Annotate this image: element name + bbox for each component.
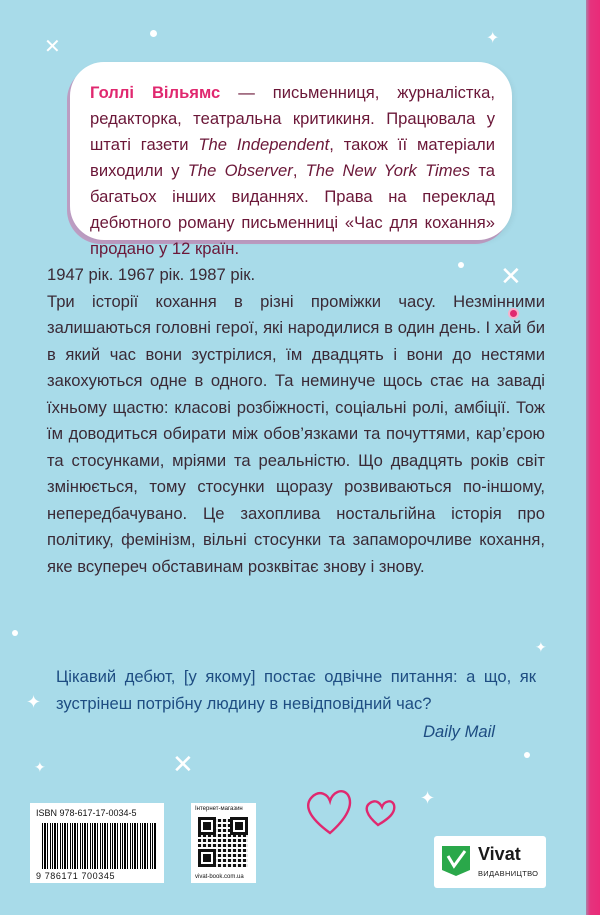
- qr-url: vivat-book.com.ua: [195, 874, 244, 880]
- qr-finder: [230, 817, 248, 835]
- decor-dot: [12, 630, 18, 636]
- sparkle-cross-icon: ✕: [172, 750, 194, 780]
- hearts-doodle-icon: [290, 775, 410, 845]
- isbn-digits: 9 786171 700345: [36, 871, 116, 881]
- decor-dot: [150, 30, 157, 37]
- bio-text-part: — письменниця, журналістка, редакторка, театральна критикиня. Працювала у штаті газети: [90, 83, 495, 154]
- publisher-subtitle: ВИДАВНИЦТВО: [478, 869, 539, 878]
- qr-code-block: [191, 803, 256, 883]
- blurb-years: 1947 рік. 1967 рік. 1987 рік.: [47, 265, 256, 284]
- bio-text-part: та багатьох інших виданнях. Права на переклад дебютного роману письменниці «Час для кохання» продано у 12 країн.: [90, 161, 495, 258]
- book-spine-edge: [586, 0, 600, 915]
- author-bio: [90, 80, 495, 262]
- qr-label: Інтернет-магазин: [195, 806, 243, 812]
- publisher-logo: [434, 836, 546, 888]
- bio-text-part: ,: [292, 161, 306, 180]
- qr-code-icon: [198, 817, 248, 867]
- barcode-bars: [42, 823, 156, 869]
- decor-dot: [524, 752, 530, 758]
- qr-finder: [198, 817, 216, 835]
- newspaper-title: The New York Times: [305, 161, 471, 180]
- book-blurb: [47, 262, 545, 580]
- qr-finder: [198, 849, 216, 867]
- sparkle-star-icon: ✦: [535, 640, 547, 656]
- review-quote: [56, 664, 536, 717]
- newspaper-title: The Independent: [198, 135, 330, 154]
- quote-source: Daily Mail: [423, 722, 495, 741]
- sparkle-star-icon: ✦: [420, 788, 436, 809]
- bio-text-part: , також її матеріали виходили у: [90, 135, 496, 180]
- blurb-paragraph: Три історії кохання в різні проміжки часу. Незмінними залишаються головні герої, які народилися в один день. І хай би в який час вони зустрілися, їм двадцять і вони до нестями закохуються одне в одного. Та неминуче щось стає на заваді їхньому щастю: класові розбіжності, соціальні ролі, амбіції. Тож їм доводиться обирати між обов’язками та почуттями, кар’єрою та стосунками, мріями та реальністю. Що двадцять років світ змінюється, тому стосунки щоразу розвиваються по-іншому, непередбачувано. Це захоплива ностальгійна історія про політику, фемінізм, вільні стосунки та запаморочливе кохання, яке всупереч обставинам розквітає знову і знову.: [47, 291, 545, 576]
- author-name: Голлі Вільямс: [90, 83, 221, 102]
- publisher-name: Vivat: [478, 844, 521, 864]
- sparkle-star-icon: ✦: [26, 692, 42, 713]
- sparkle-star-icon: ✦: [486, 28, 500, 47]
- isbn-label: ISBN 978-617-17-0034-5: [36, 808, 137, 818]
- sparkle-cross-icon: ✕: [500, 262, 522, 292]
- vivat-leaf-icon: [440, 842, 472, 878]
- quote-text: Цікавий дебют, [у якому] постає одвічне питання: а що, як зустрінеш потрібну людину в невідповідний час?: [56, 667, 536, 713]
- newspaper-title: The Observer: [187, 161, 293, 180]
- isbn-barcode: [30, 803, 164, 883]
- sparkle-star-icon: ✦: [34, 760, 46, 776]
- sparkle-cross-icon: ✕: [44, 34, 61, 58]
